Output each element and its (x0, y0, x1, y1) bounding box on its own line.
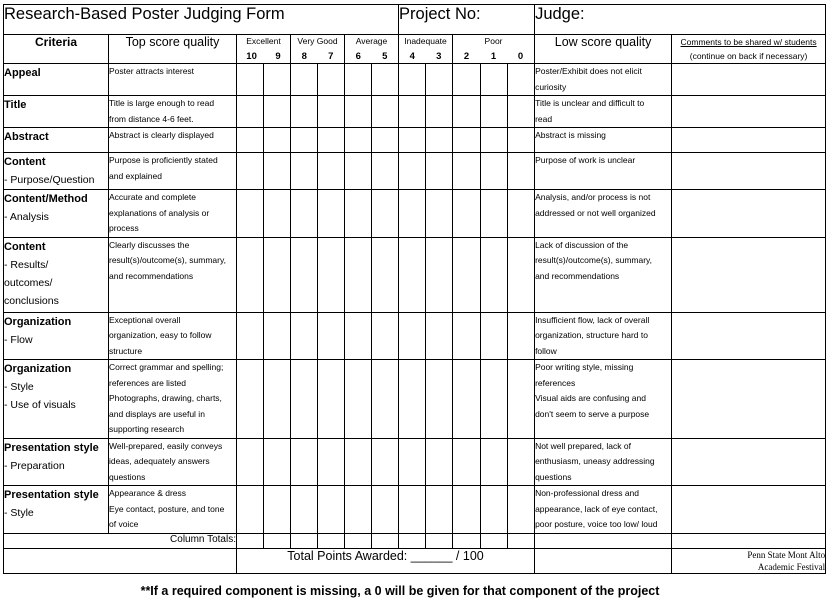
score-value: 0 (517, 51, 524, 62)
score-cell[interactable] (399, 486, 426, 534)
column-total-cell[interactable] (291, 533, 318, 548)
text-line: ideas, adequately answers (109, 456, 210, 466)
text-line: follow (535, 345, 557, 356)
criteria-subitem: - Preparation (4, 459, 65, 472)
low-quality-cell (535, 312, 672, 360)
score-cell[interactable] (481, 96, 508, 128)
score-cell[interactable] (318, 96, 345, 128)
top-quality-cell (109, 438, 237, 486)
criteria-cell (4, 128, 109, 153)
footnote: **If a required component is missing, a 0 will be given for that component of the project (140, 584, 660, 598)
low-quality-cell (535, 64, 672, 96)
criteria-title: Organization (4, 315, 72, 328)
text-line: Poor writing style, missing (535, 362, 634, 372)
criteria-subitem: - Purpose/Question (4, 174, 95, 186)
text-line: Photographs, drawing, charts, (109, 393, 222, 403)
institution-line: Penn State Mont Alto (747, 549, 826, 560)
score-cell[interactable] (453, 486, 481, 534)
text-line: Insufficient flow, lack of overall (535, 314, 650, 325)
text-line: and recommendations (109, 270, 194, 281)
score-cell[interactable] (453, 190, 481, 238)
score-cell[interactable] (508, 486, 535, 534)
text-line: appearance, lack of eye contact, (535, 503, 658, 514)
text-line: Poster/Exhibit does not elicit (535, 66, 642, 76)
text-line: Poster attracts interest (109, 66, 195, 76)
low-quality-cell (535, 190, 672, 238)
score-cell[interactable] (318, 128, 345, 153)
score-group-inadequate (399, 35, 453, 64)
text-line: Appearance & dress (109, 488, 187, 498)
score-cell[interactable] (264, 438, 291, 486)
score-value: 1 (490, 51, 497, 62)
text-line: Clearly discusses the (109, 239, 190, 250)
text-line: Eye contact, posture, and tone (109, 503, 225, 514)
score-cell[interactable] (318, 360, 345, 439)
criteria-title: Content/Method (4, 193, 88, 205)
comments-cell[interactable] (672, 486, 826, 534)
score-cell[interactable] (291, 153, 318, 190)
text-line: and explained (109, 170, 162, 181)
criteria-subitem: - Flow (4, 333, 33, 346)
criteria-subitem: conclusions (4, 294, 59, 307)
score-cell[interactable] (426, 64, 453, 96)
top-quality-cell (109, 237, 237, 312)
column-totals-label: Column Totals: (4, 533, 237, 548)
score-cell[interactable] (291, 64, 318, 96)
comments-header-line2: (continue on back if necessary) (689, 51, 808, 61)
score-cell[interactable] (399, 128, 426, 153)
criteria-row (4, 64, 826, 96)
score-cell[interactable] (453, 153, 481, 190)
score-cell[interactable] (264, 360, 291, 439)
column-total-cell[interactable] (264, 533, 291, 548)
criteria-cell (4, 438, 109, 486)
comments-cell[interactable] (672, 312, 826, 360)
criteria-row (4, 237, 826, 312)
top-quality-header: Top score quality (109, 35, 237, 64)
form-title: Research-Based Poster Judging Form (4, 5, 399, 35)
score-cell[interactable] (372, 360, 399, 439)
text-line: Accurate and complete (109, 192, 196, 202)
comments-cell[interactable] (672, 360, 826, 439)
text-line: Purpose is proficiently stated (109, 155, 218, 165)
column-total-cell[interactable] (453, 533, 481, 548)
top-quality-cell (109, 486, 237, 534)
score-cell[interactable] (345, 190, 372, 238)
criteria-title: Appeal (4, 67, 41, 79)
criteria-cell (4, 237, 109, 312)
text-line: Analysis, and/or process is not (535, 192, 651, 202)
text-line: Correct grammar and spelling; (109, 362, 224, 372)
low-quality-header: Low score quality (535, 35, 672, 64)
score-cell[interactable] (345, 96, 372, 128)
score-cell[interactable] (318, 64, 345, 96)
top-quality-cell (109, 64, 237, 96)
criteria-cell (4, 96, 109, 128)
score-cell[interactable] (345, 153, 372, 190)
top-quality-cell (109, 360, 237, 439)
score-cell[interactable] (318, 486, 345, 534)
text-line: Exceptional overall (109, 314, 181, 325)
top-quality-cell (109, 312, 237, 360)
score-cell[interactable] (372, 438, 399, 486)
score-cell[interactable] (291, 128, 318, 153)
score-cell[interactable] (291, 96, 318, 128)
score-group-label: Inadequate (404, 36, 447, 46)
text-line: Abstract is clearly displayed (109, 130, 214, 140)
text-line: structure (109, 345, 143, 356)
criteria-row (4, 190, 826, 238)
column-total-cell[interactable] (345, 533, 372, 548)
comments-header (672, 35, 826, 64)
text-line: Well-prepared, easily conveys (109, 440, 223, 451)
top-quality-cell (109, 190, 237, 238)
column-total-cell[interactable] (372, 533, 399, 548)
text-line: enthusiasm, uneasy addressing (535, 456, 655, 466)
low-quality-cell (535, 96, 672, 128)
score-cell[interactable] (508, 190, 535, 238)
column-total-cell[interactable] (481, 533, 508, 548)
comments-cell[interactable] (672, 153, 826, 190)
top-quality-cell (109, 128, 237, 153)
score-group-label: Excellent (246, 36, 281, 46)
score-cell[interactable] (345, 128, 372, 153)
column-total-cell[interactable] (237, 533, 264, 548)
score-cell[interactable] (264, 237, 291, 312)
score-cell[interactable] (481, 64, 508, 96)
score-value: 4 (409, 51, 415, 62)
institution-label (672, 548, 826, 573)
text-line: addressed or not well organized (535, 207, 656, 218)
score-cell[interactable] (481, 128, 508, 153)
criteria-cell (4, 360, 109, 439)
score-cell[interactable] (372, 312, 399, 360)
score-cell[interactable] (372, 486, 399, 534)
score-group-excellent (237, 35, 291, 64)
criteria-row (4, 312, 826, 360)
score-cell[interactable] (345, 237, 372, 312)
column-header-row (4, 35, 826, 64)
criteria-cell (4, 312, 109, 360)
text-line: Title is unclear and difficult to (535, 98, 645, 108)
score-cell[interactable] (345, 486, 372, 534)
column-total-cell[interactable] (318, 533, 345, 548)
text-line: Visual aids are confusing and (535, 393, 646, 403)
low-quality-cell (535, 360, 672, 439)
comments-cell[interactable] (672, 128, 826, 153)
score-value: 7 (328, 51, 334, 62)
score-cell[interactable] (318, 190, 345, 238)
score-group-label: Average (355, 36, 388, 46)
text-line: result(s)/outcome(s), summary, (109, 255, 226, 265)
text-line: references are listed (109, 377, 187, 388)
score-cell[interactable] (345, 360, 372, 439)
score-cell[interactable] (426, 96, 453, 128)
criteria-title: Presentation style (4, 489, 99, 501)
text-line: of voice (109, 519, 139, 529)
column-total-cell[interactable] (399, 533, 426, 548)
score-cell[interactable] (318, 153, 345, 190)
score-cell[interactable] (426, 438, 453, 486)
score-cell[interactable] (237, 486, 264, 534)
text-line: Title is large enough to read (109, 98, 215, 108)
score-cell[interactable] (237, 153, 264, 190)
low-quality-cell (535, 128, 672, 153)
score-cell[interactable] (372, 153, 399, 190)
text-line: questions (109, 471, 146, 482)
column-total-blank (535, 533, 672, 548)
text-line: curiosity (535, 81, 567, 92)
score-cell[interactable] (237, 237, 264, 312)
comments-cell[interactable] (672, 190, 826, 238)
score-group-label: Very Good (297, 36, 338, 46)
score-cell[interactable] (345, 64, 372, 96)
score-cell[interactable] (426, 312, 453, 360)
score-group-average (345, 35, 399, 64)
criteria-title: Content (4, 156, 46, 168)
score-cell[interactable] (481, 153, 508, 190)
criteria-row (4, 153, 826, 190)
judge-field[interactable]: Judge: (535, 5, 826, 35)
score-cell[interactable] (508, 237, 535, 312)
criteria-cell (4, 190, 109, 238)
score-cell[interactable] (345, 438, 372, 486)
comments-cell[interactable] (672, 438, 826, 486)
score-value: 2 (463, 51, 470, 62)
score-cell[interactable] (399, 312, 426, 360)
criteria-subitem: - Style (4, 507, 34, 519)
institution-line: Academic Festival (757, 561, 826, 572)
low-quality-cell (535, 438, 672, 486)
score-cell[interactable] (426, 190, 453, 238)
score-cell[interactable] (453, 64, 481, 96)
score-cell[interactable] (291, 237, 318, 312)
score-cell[interactable] (481, 237, 508, 312)
text-line: supporting research (109, 424, 185, 434)
score-cell[interactable] (237, 312, 264, 360)
score-cell[interactable] (399, 64, 426, 96)
score-cell[interactable] (481, 486, 508, 534)
score-cell[interactable] (508, 128, 535, 153)
score-value: 9 (275, 51, 281, 62)
column-total-cell[interactable] (426, 533, 453, 548)
score-cell[interactable] (426, 128, 453, 153)
score-cell[interactable] (264, 128, 291, 153)
score-cell[interactable] (237, 64, 264, 96)
score-cell[interactable] (345, 312, 372, 360)
score-cell[interactable] (453, 96, 481, 128)
score-cell[interactable] (237, 96, 264, 128)
score-cell[interactable] (291, 486, 318, 534)
criteria-title: Organization (4, 363, 72, 375)
score-cell[interactable] (453, 312, 481, 360)
score-cell[interactable] (372, 128, 399, 153)
score-value: 6 (355, 51, 361, 62)
column-total-cell[interactable] (508, 533, 535, 548)
score-cell[interactable] (508, 438, 535, 486)
comments-cell[interactable] (672, 237, 826, 312)
text-line: Non-professional dress and (535, 488, 640, 498)
criteria-header: Criteria (4, 35, 109, 64)
score-group-label: Poor (484, 36, 503, 46)
criteria-subitem: - Use of visuals (4, 399, 76, 411)
score-cell[interactable] (399, 360, 426, 439)
score-cell[interactable] (508, 312, 535, 360)
text-line: organization, easy to follow (109, 330, 212, 340)
judging-form-table (3, 4, 826, 574)
blank-cell (4, 548, 237, 573)
score-cell[interactable] (291, 312, 318, 360)
score-value: 3 (436, 51, 442, 62)
score-cell[interactable] (508, 96, 535, 128)
criteria-row (4, 438, 826, 486)
criteria-title: Content (4, 240, 46, 253)
text-line: Purpose of work is unclear (535, 155, 636, 165)
criteria-row (4, 96, 826, 128)
comments-cell[interactable] (672, 96, 826, 128)
score-cell[interactable] (426, 486, 453, 534)
score-cell[interactable] (453, 128, 481, 153)
text-line: organization, structure hard to (535, 330, 648, 340)
top-quality-cell (109, 96, 237, 128)
criteria-cell (4, 153, 109, 190)
score-cell[interactable] (237, 190, 264, 238)
score-cell[interactable] (508, 153, 535, 190)
text-line: Not well prepared, lack of (535, 440, 631, 451)
score-cell[interactable] (291, 360, 318, 439)
top-quality-cell (109, 153, 237, 190)
criteria-title: Abstract (4, 131, 49, 143)
score-group-poor (453, 35, 535, 64)
text-line: references (535, 377, 576, 388)
score-cell[interactable] (372, 237, 399, 312)
score-cell[interactable] (426, 153, 453, 190)
score-cell[interactable] (508, 360, 535, 439)
score-cell[interactable] (481, 438, 508, 486)
criteria-cell (4, 64, 109, 96)
criteria-subitem: - Style (4, 381, 34, 393)
comments-header-line1: Comments to be shared w/ students (680, 37, 817, 47)
score-cell[interactable] (481, 360, 508, 439)
score-cell[interactable] (372, 64, 399, 96)
low-quality-cell (535, 486, 672, 534)
column-total-blank (672, 533, 826, 548)
score-cell[interactable] (426, 237, 453, 312)
criteria-row (4, 486, 826, 534)
text-line: from distance 4-6 feet. (109, 113, 194, 124)
score-cell[interactable] (453, 438, 481, 486)
project-number-field[interactable]: Project No: (399, 5, 535, 35)
text-line: process (109, 223, 139, 233)
text-line: result(s)/outcome(s), summary, (535, 255, 653, 265)
score-group-very-good (291, 35, 345, 64)
criteria-row (4, 128, 826, 153)
score-cell[interactable] (237, 360, 264, 439)
score-cell[interactable] (481, 312, 508, 360)
score-cell[interactable] (264, 312, 291, 360)
criteria-title: Presentation style (4, 441, 99, 454)
score-value: 8 (301, 51, 307, 62)
score-cell[interactable] (264, 96, 291, 128)
score-cell[interactable] (399, 237, 426, 312)
text-line: Lack of discussion of the (535, 239, 629, 250)
header-row (4, 5, 826, 35)
score-cell[interactable] (372, 96, 399, 128)
score-cell[interactable] (264, 64, 291, 96)
text-line: and recommendations (535, 270, 620, 281)
text-line: Abstract is missing (535, 130, 606, 140)
score-cell[interactable] (399, 190, 426, 238)
score-cell[interactable] (318, 312, 345, 360)
text-line: read (535, 113, 553, 124)
score-cell[interactable] (318, 438, 345, 486)
score-cell[interactable] (426, 360, 453, 439)
score-cell[interactable] (264, 153, 291, 190)
text-line: and displays are useful in (109, 408, 205, 419)
score-cell[interactable] (453, 237, 481, 312)
score-cell[interactable] (291, 190, 318, 238)
low-quality-cell (535, 153, 672, 190)
column-totals-row (4, 533, 826, 548)
criteria-subitem: outcomes/ (4, 276, 53, 289)
criteria-subitem: - Results/ (4, 258, 49, 271)
text-line: questions (535, 471, 572, 482)
score-cell[interactable] (399, 96, 426, 128)
criteria-row (4, 360, 826, 439)
text-line: explanations of analysis or (109, 207, 210, 218)
score-cell[interactable] (399, 153, 426, 190)
score-cell[interactable] (237, 128, 264, 153)
score-cell[interactable] (481, 190, 508, 238)
criteria-cell (4, 486, 109, 534)
score-cell[interactable] (372, 190, 399, 238)
text-line: don't seem to serve a purpose (535, 408, 650, 419)
blank-cell (535, 548, 672, 573)
score-value: 10 (246, 51, 257, 62)
criteria-subitem: - Analysis (4, 211, 49, 223)
score-cell[interactable] (453, 360, 481, 439)
score-value: 5 (382, 51, 388, 62)
score-cell[interactable] (264, 190, 291, 238)
score-cell[interactable] (508, 64, 535, 96)
criteria-title: Title (4, 99, 27, 111)
score-cell[interactable] (264, 486, 291, 534)
score-cell[interactable] (399, 438, 426, 486)
text-line: poor posture, voice too low/ loud (535, 519, 658, 529)
comments-cell[interactable] (672, 64, 826, 96)
total-points-row (4, 548, 826, 573)
score-cell[interactable] (318, 237, 345, 312)
score-cell[interactable] (237, 438, 264, 486)
total-points-awarded[interactable]: Total Points Awarded: ______ / 100 (237, 548, 535, 573)
low-quality-cell (535, 237, 672, 312)
score-cell[interactable] (291, 438, 318, 486)
